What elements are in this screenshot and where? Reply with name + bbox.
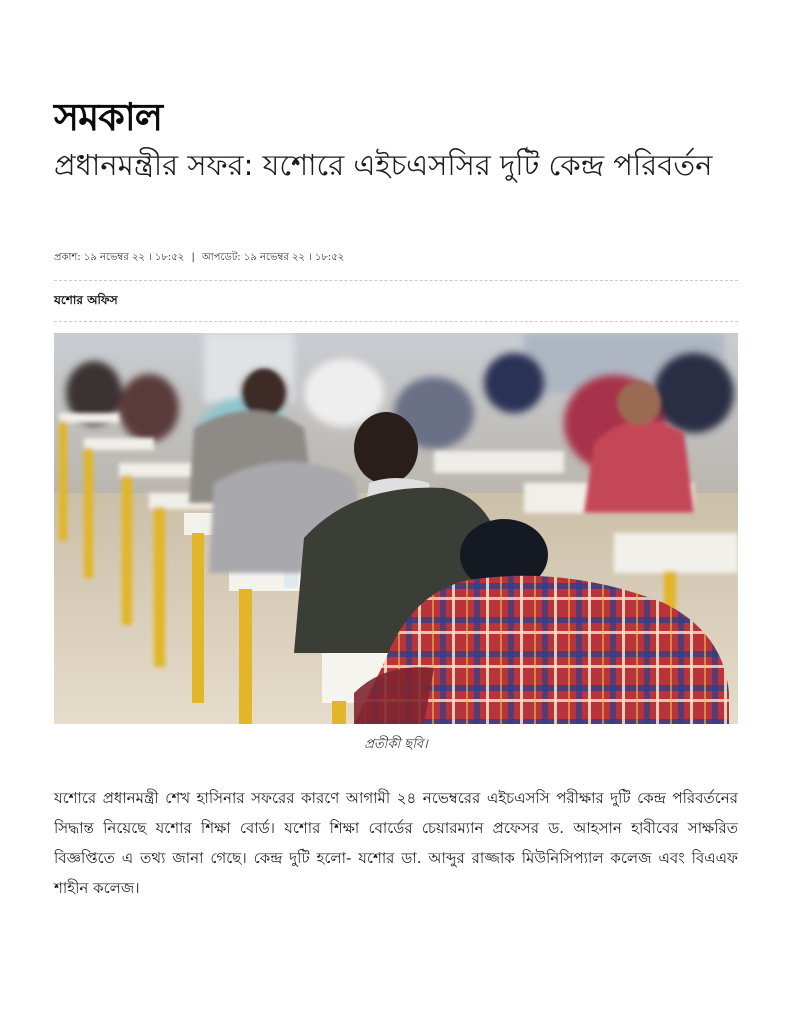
article-headline: প্রধানমন্ত্রীর সফর: যশোরে এইচএসসির দুটি কেন্দ্র পরিবর্তন (54, 148, 713, 182)
article-photo (54, 333, 738, 724)
divider-bottom (54, 321, 738, 322)
article-body: যশোরে প্রধানমন্ত্রী শেখ হাসিনার সফরের কারণে আগামী ২৪ নভেম্বরের এইচএসসি পরীক্ষার দুটি কেন্দ্র পরিবর্তনের সিদ্ধান্ত নিয়েছে যশোর শিক্ষা বোর্ড। যশোর শিক্ষা বোর্ডের চেয়ারম্যান প্রফেসর ড. আহসান হাবীবের সাক্ষরিত বিজ্ঞপ্তিতে এ তথ্য জানা গেছে। কেন্দ্র দুটি হলো- যশোর ডা. আব্দুর রাজ্জাক মিউনিসিপ্যাল কলেজ এবং বিএএফ শাহীন কলেজ। (54, 789, 738, 897)
published-date: প্রকাশ: ১৯ নভেম্বর ২২ । ১৮:৫২ (54, 252, 185, 263)
divider-top (54, 280, 738, 281)
article-meta (54, 250, 344, 266)
article-byline[interactable]: যশোর অফিস (54, 293, 118, 307)
updated-date: আপডেট: ১৯ নভেম্বর ২২ । ১৮:৫২ (202, 252, 345, 263)
meta-separator: | (191, 252, 195, 263)
image-caption: প্রতীকী ছবি। (364, 737, 428, 752)
site-logo[interactable]: সমকাল (54, 94, 163, 139)
